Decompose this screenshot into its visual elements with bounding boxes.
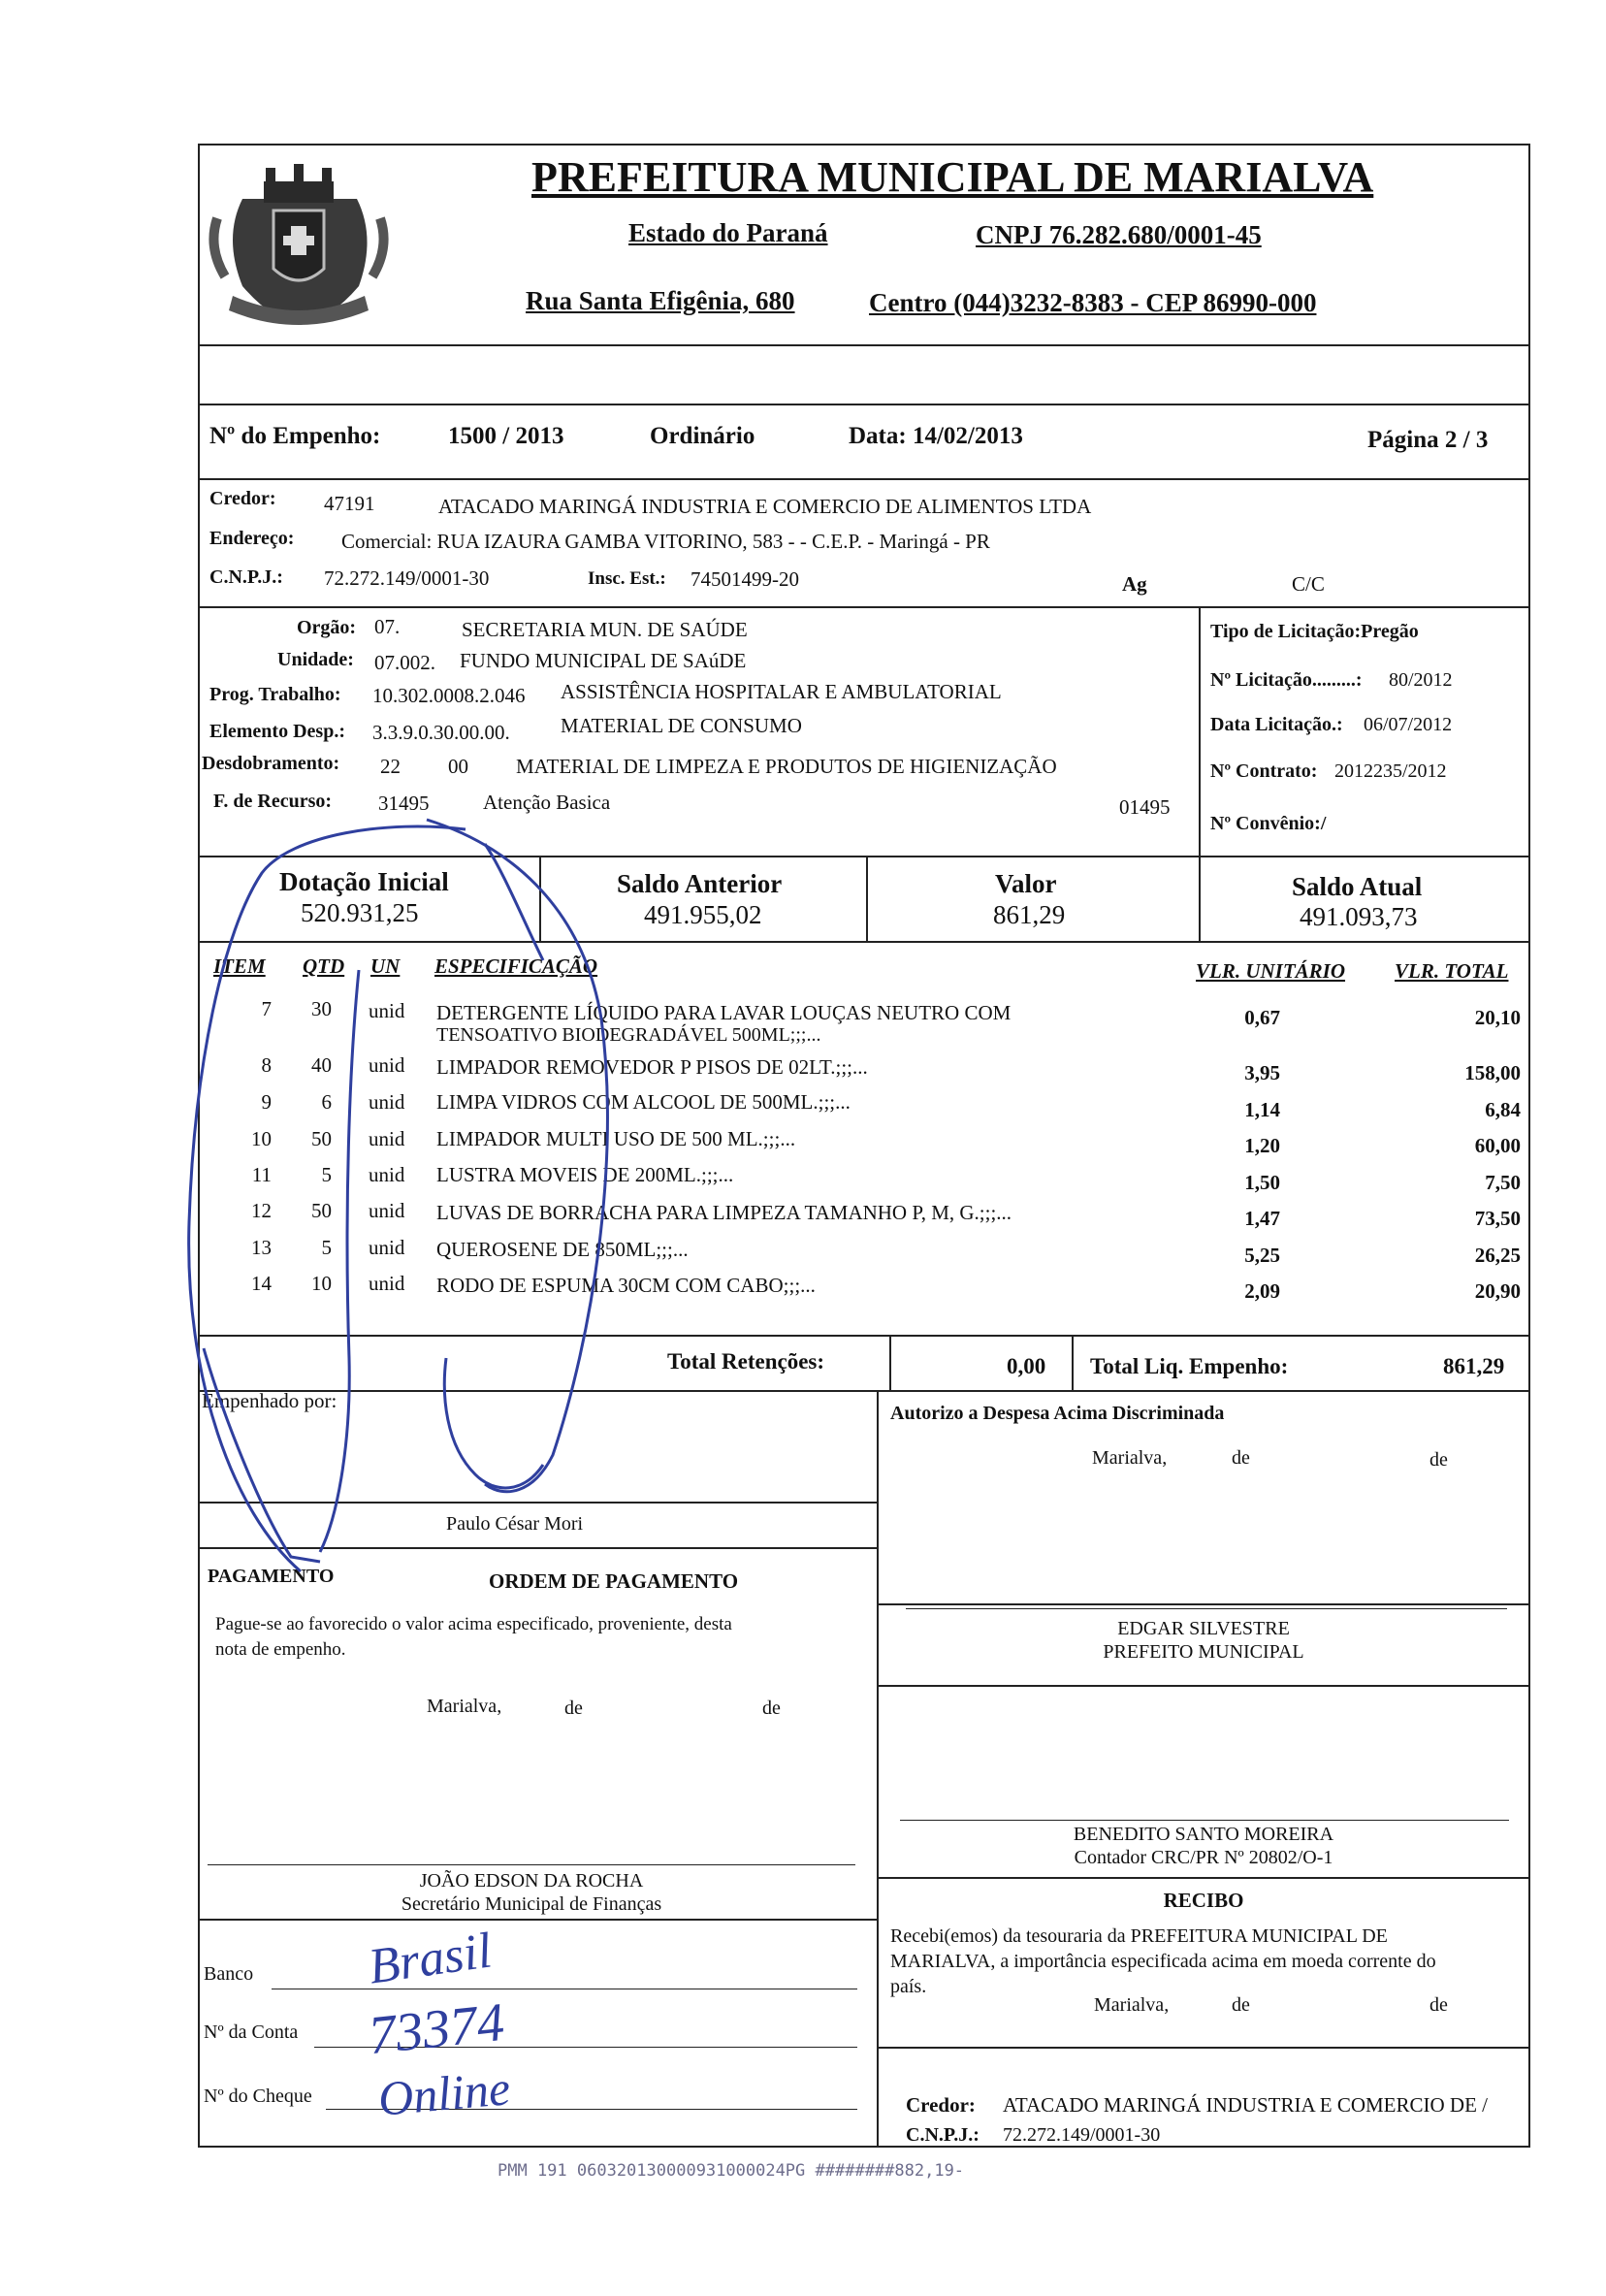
credor-endereco: Comercial: RUA IZAURA GAMBA VITORINO, 583 - - C.E.P. - Maringá - PR (341, 530, 990, 553)
item-un: unid (369, 1163, 405, 1186)
empenho-date: Data: 14/02/2013 (849, 423, 1023, 449)
prefeito-nome: EDGAR SILVESTRE (1117, 1618, 1290, 1639)
item-qtd: 10 (311, 1272, 332, 1295)
recibo-credor-label: Credor: (906, 2093, 976, 2117)
licitacao-numero: 80/2012 (1389, 669, 1453, 691)
autorizo-de-2: de (1429, 1449, 1448, 1471)
item-desc: LUVAS DE BORRACHA PARA LIMPEZA TAMANHO P, M, G.;;;... (436, 1201, 1012, 1224)
autorizo-city: Marialva, (1092, 1447, 1168, 1469)
item-un: unid (369, 1127, 405, 1150)
banco-label: Banco (204, 1963, 254, 1985)
contador-cargo: Contador CRC/PR Nº 20802/O-1 (1074, 1847, 1333, 1868)
secretario-nome: JOÃO EDSON DA ROCHA (419, 1870, 644, 1892)
state-label: Estado do Paraná (628, 218, 828, 247)
desdobramento-code1: 22 (380, 755, 401, 778)
prog-name: ASSISTÊNCIA HOSPITALAR E AMBULATORIAL (561, 680, 1002, 703)
item-number: 12 (251, 1199, 272, 1222)
item-unit: 3,95 (1244, 1061, 1280, 1084)
item-unit: 1,47 (1244, 1207, 1280, 1230)
recibo-text-1: Recebi(emos) da tesouraria da PREFEITURA MUNICIPAL DE (890, 1925, 1388, 1947)
recibo-de-1: de (1232, 1994, 1250, 2016)
saldo-atual-label: Saldo Atual (1292, 872, 1423, 901)
item-number: 9 (261, 1090, 272, 1114)
col-qtd: QTD (303, 954, 345, 978)
licitacao-data-label: Data Licitação.: (1210, 714, 1343, 735)
convenio-label: Nº Convênio:/ (1210, 813, 1327, 834)
empenhado-nome: Paulo César Mori (446, 1513, 584, 1535)
elemento-label: Elemento Desp.: (209, 721, 345, 742)
licitacao-data: 06/07/2012 (1364, 714, 1453, 735)
empenho-number-label: Nº do Empenho: (209, 423, 381, 449)
item-un: unid (369, 1199, 405, 1222)
dotacao-label: Dotação Inicial (279, 867, 449, 896)
recibo-city: Marialva, (1094, 1994, 1170, 2016)
item-un: unid (369, 1272, 405, 1295)
pagamento-label: PAGAMENTO (208, 1566, 335, 1587)
credor-code: 47191 (324, 492, 375, 515)
item-un: unid (369, 1236, 405, 1259)
empenho-number: 1500 / 2013 (448, 423, 564, 449)
item-total: 6,84 (1485, 1098, 1521, 1121)
recibo-cnpj: 72.272.149/0001-30 (1003, 2124, 1161, 2146)
item-un: unid (369, 999, 405, 1022)
prog-label: Prog. Trabalho: (209, 684, 341, 705)
secretario-cargo: Secretário Municipal de Finanças (401, 1893, 662, 1915)
conta-handwritten: 73374 (366, 1991, 507, 2067)
autorizo-label: Autorizo a Despesa Acima Discriminada (890, 1403, 1225, 1424)
item-total: 73,50 (1474, 1207, 1521, 1230)
municipality-title: PREFEITURA MUNICIPAL DE MARIALVA (531, 153, 1374, 201)
recibo-text-2: MARIALVA, a importância especificada acima em moeda corrente do (890, 1951, 1436, 1972)
item-desc: RODO DE ESPUMA 30CM COM CABO;;;... (436, 1274, 816, 1297)
cheque-handwritten: Online (375, 2060, 513, 2126)
dotacao-value: 520.931,25 (301, 898, 419, 927)
insc-label: Insc. Est.: (588, 568, 666, 589)
col-vlr-unitario: VLR. UNITÁRIO (1196, 959, 1346, 983)
item-total: 26,25 (1474, 1244, 1521, 1267)
cheque-label: Nº do Cheque (204, 2086, 312, 2107)
valor-label: Valor (995, 869, 1057, 898)
item-un: unid (369, 1053, 405, 1077)
item-qtd: 6 (321, 1090, 332, 1114)
retencoes-label: Total Retenções: (667, 1349, 825, 1374)
item-number: 13 (251, 1236, 272, 1259)
unidade-code: 07.002. (374, 651, 435, 674)
unidade-name: FUNDO MUNICIPAL DE SAúDE (460, 649, 747, 672)
recibo-cnpj-label: C.N.P.J.: (906, 2124, 980, 2146)
retencoes-value: 0,00 (1007, 1354, 1046, 1378)
desdobramento-name: MATERIAL DE LIMPEZA E PRODUTOS DE HIGIENIZAÇÃO (516, 755, 1057, 778)
item-number: 8 (261, 1053, 272, 1077)
ordem-de-2: de (762, 1698, 781, 1719)
recurso-extra: 01495 (1119, 795, 1171, 819)
ordem-de-1: de (564, 1698, 583, 1719)
item-qtd: 50 (311, 1127, 332, 1150)
empenho-type: Ordinário (650, 423, 755, 449)
cc-label: C/C (1292, 572, 1325, 596)
contrato-value: 2012235/2012 (1334, 760, 1447, 782)
item-desc: QUEROSENE DE 850ML;;;... (436, 1238, 689, 1261)
pague-text-1: Pague-se ao favorecido o valor acima especificado, proveniente, desta (215, 1614, 732, 1634)
orgao-label: Orgão: (297, 617, 357, 638)
item-qtd: 40 (311, 1053, 332, 1077)
item-qtd: 5 (321, 1236, 332, 1259)
item-number: 11 (251, 1163, 272, 1186)
contrato-label: Nº Contrato: (1210, 760, 1318, 782)
cnpj-label: CNPJ 76.282.680/0001-45 (976, 220, 1262, 249)
item-desc: LIMPA VIDROS COM ALCOOL DE 500ML.;;;... (436, 1090, 851, 1114)
orgao-code: 07. (374, 615, 401, 638)
item-unit: 0,67 (1244, 1006, 1280, 1029)
scan-code: PMM 191 060320130000931000024PG ########882,19- (498, 2161, 965, 2181)
unidade-label: Unidade: (277, 649, 354, 670)
col-especificacao: ESPECIFICAÇÃO (434, 954, 598, 978)
item-qtd: 30 (311, 997, 332, 1020)
item-unit: 5,25 (1244, 1244, 1280, 1267)
autorizo-de-1: de (1232, 1447, 1250, 1469)
item-desc: LIMPADOR MULTI USO DE 500 ML.;;;... (436, 1127, 796, 1150)
saldo-anterior-label: Saldo Anterior (617, 869, 783, 898)
item-unit: 1,50 (1244, 1171, 1280, 1194)
item-total: 60,00 (1474, 1134, 1521, 1157)
item-unit: 1,20 (1244, 1134, 1280, 1157)
col-vlr-total: VLR. TOTAL (1395, 959, 1509, 983)
col-item: ITEM (213, 954, 266, 978)
liq-value: 861,29 (1443, 1354, 1505, 1378)
credor-cnpj-label: C.N.P.J.: (209, 566, 283, 588)
item-desc-2: TENSOATIVO BIODEGRADÁVEL 500ML;;;... (436, 1024, 821, 1046)
recibo-de-2: de (1429, 1994, 1448, 2016)
insc-value: 74501499-20 (691, 567, 799, 591)
item-number: 7 (261, 997, 272, 1020)
credor-name: ATACADO MARINGÁ INDUSTRIA E COMERCIO DE ALIMENTOS LTDA (438, 495, 1092, 518)
col-un: UN (370, 954, 401, 978)
item-unit: 1,14 (1244, 1098, 1280, 1121)
recurso-name: Atenção Basica (483, 791, 611, 814)
item-number: 10 (251, 1127, 272, 1150)
desdobramento-code2: 00 (448, 755, 468, 778)
prefeito-cargo: PREFEITO MUNICIPAL (1103, 1641, 1304, 1663)
recibo-label: RECIBO (1163, 1889, 1244, 1912)
item-total: 20,10 (1474, 1006, 1521, 1029)
banco-handwritten: Brasil (365, 1923, 496, 1995)
elemento-code: 3.3.9.0.30.00.00. (372, 721, 510, 744)
item-desc: LIMPADOR REMOVEDOR P PISOS DE 02LT.;;;... (436, 1055, 868, 1079)
address-label: Centro (044)3232-8383 - CEP 86990-000 (869, 288, 1317, 317)
item-qtd: 50 (311, 1199, 332, 1222)
conta-label: Nº da Conta (204, 2021, 299, 2043)
liq-label: Total Liq. Empenho: (1090, 1354, 1289, 1378)
credor-label: Credor: (209, 488, 276, 509)
desdobramento-label: Desdobramento: (202, 753, 340, 774)
item-desc: LUSTRA MOVEIS DE 200ML.;;;... (436, 1163, 734, 1186)
orgao-name: SECRETARIA MUN. DE SAÚDE (462, 618, 748, 641)
item-desc: DETERGENTE LÍQUIDO PARA LAVAR LOUÇAS NEUTRO COM (436, 1001, 1012, 1024)
item-number: 14 (251, 1272, 272, 1295)
pague-text-2: nota de empenho. (215, 1639, 346, 1660)
item-un: unid (369, 1090, 405, 1114)
item-total: 20,90 (1474, 1279, 1521, 1303)
item-total: 158,00 (1464, 1061, 1521, 1084)
recurso-label: F. de Recurso: (213, 791, 333, 812)
endereco-label: Endereço: (209, 528, 295, 549)
credor-cnpj: 72.272.149/0001-30 (324, 566, 490, 590)
licitacao-numero-label: Nº Licitação.........: (1210, 669, 1363, 691)
licitacao-tipo: Tipo de Licitação:Pregão (1210, 621, 1419, 642)
recurso-code: 31495 (378, 792, 430, 815)
ordem-city: Marialva, (427, 1696, 502, 1717)
item-unit: 2,09 (1244, 1279, 1280, 1303)
prog-code: 10.302.0008.2.046 (372, 684, 526, 707)
valor-value: 861,29 (993, 900, 1066, 929)
ag-label: Ag (1122, 572, 1147, 596)
recibo-credor-nome: ATACADO MARINGÁ INDUSTRIA E COMERCIO DE / (1003, 2093, 1488, 2117)
ordem-pagamento-label: ORDEM DE PAGAMENTO (489, 1569, 739, 1593)
elemento-name: MATERIAL DE CONSUMO (561, 714, 802, 737)
page-number: Página 2 / 3 (1367, 427, 1489, 453)
item-qtd: 5 (321, 1163, 332, 1186)
contador-nome: BENEDITO SANTO MOREIRA (1073, 1824, 1334, 1845)
saldo-anterior-value: 491.955,02 (644, 900, 762, 929)
street-label: Rua Santa Efigênia, 680 (526, 286, 795, 315)
saldo-atual-value: 491.093,73 (1300, 902, 1418, 931)
item-total: 7,50 (1485, 1171, 1521, 1194)
recibo-text-3: país. (890, 1976, 927, 1997)
empenhado-label: Empenhado por: (202, 1389, 337, 1412)
